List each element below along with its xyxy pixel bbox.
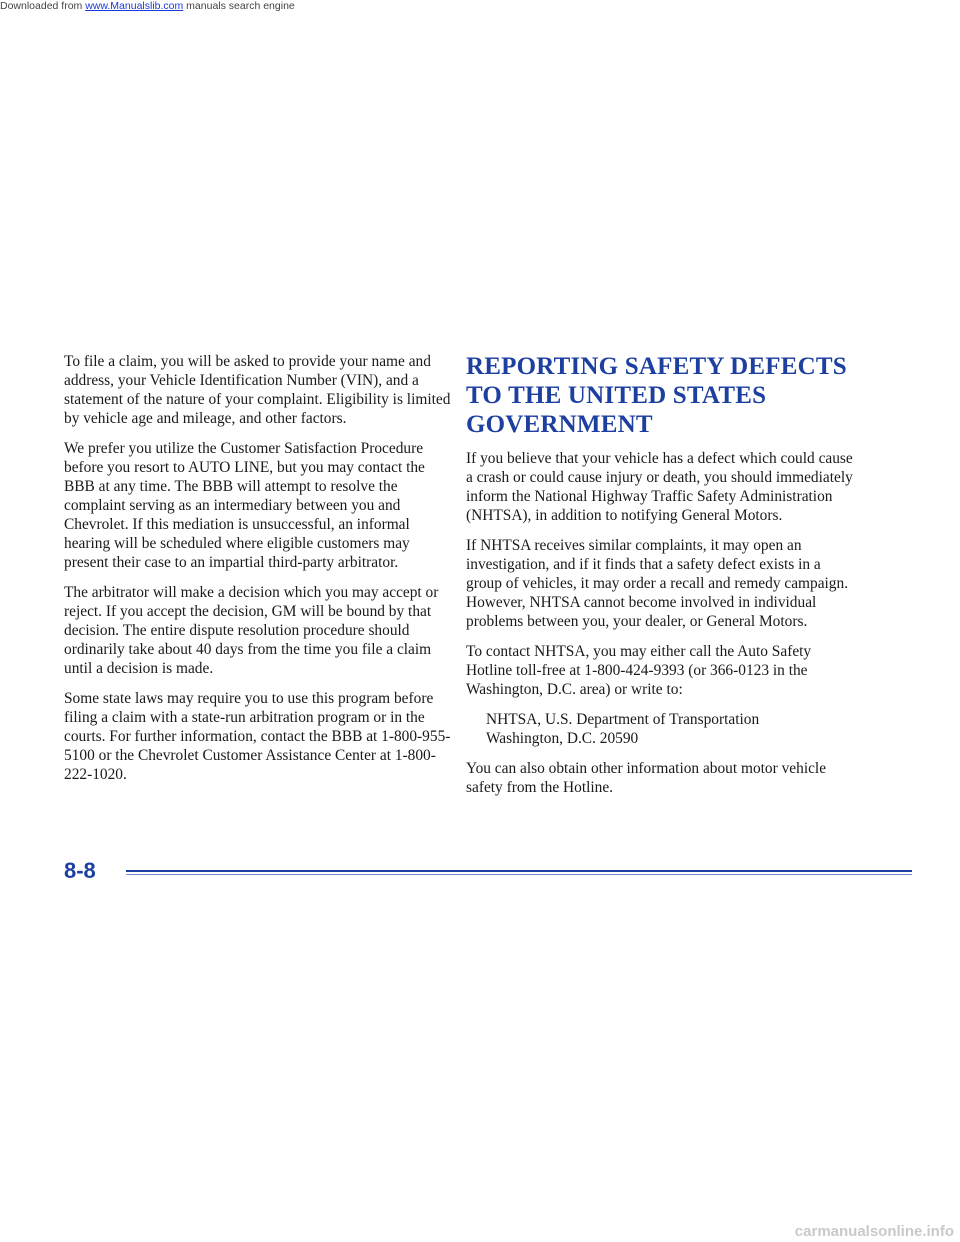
paragraph-customer-satisfaction: We prefer you utilize the Customer Satisfaction Procedure before you resort to AUTO LINE, but you may contact the BBB at any time. The BBB will attempt to resolve the complaint serving as an intermediary between you and Chevrolet. If this mediation is unsuccessful, an informal hearing will be scheduled where eligible customers may present their case to an impartial third-party arbitrator. (64, 440, 425, 571)
address-line-2: Washington, D.C. 20590 (486, 730, 639, 747)
page-footer (64, 858, 860, 888)
footer-rule-thin (126, 874, 912, 875)
site-watermark: carmanualsonline.info (794, 1223, 954, 1240)
paragraph-state-laws: Some state laws may require you to use this program before filing a claim with a state-run arbitration program or in the courts. For further information, contact the BBB at 1-800-955-5100 or the Chevrolet Customer Assistance Center at 1-800-222-1020. (64, 690, 451, 783)
manualslib-link[interactable]: www.Manualslib.com (85, 0, 184, 12)
watermark-suffix: manuals search engine (183, 0, 295, 12)
right-column (466, 352, 858, 808)
paragraph-believe-defect: If you believe that your vehicle has a defect which could cause a crash or could cause injury or death, you should immediately inform the National Highway Traffic Safety Administration (NHTSA), in addition to notifying General Motors. (466, 450, 853, 524)
download-watermark (0, 0, 295, 12)
paragraph-arbitrator-decision: The arbitrator will make a decision which you may accept or reject. If you accept the decision, GM will be bound by that decision. The entire dispute resolution procedure should ordinarily take about 40 days from the time you file a claim until a decision is made. (64, 584, 439, 677)
watermark-prefix: Downloaded from (0, 0, 86, 12)
page-number: 8-8 (64, 858, 96, 883)
paragraph-contact-nhtsa: To contact NHTSA, you may either call the Auto Safety Hotline toll-free at 1-800-424-9393 (or 366-0123 in the Washington, D.C. area) or write to: (466, 643, 812, 698)
address-line-1: NHTSA, U.S. Department of Transportation (486, 711, 760, 728)
footer-rule (126, 870, 912, 872)
paragraph-file-claim: To file a claim, you will be asked to provide your name and address, your Vehicle Identification Number (VIN), and a statement of the nature of your complaint. Eligibility is limited by vehicle age and mileage, and other factors. (64, 353, 451, 427)
nhtsa-address (486, 710, 858, 748)
paragraph-hotline-info: You can also obtain other information about motor vehicle safety from the Hotline. (466, 760, 827, 796)
left-column (64, 352, 456, 795)
paragraph-nhtsa-complaints: If NHTSA receives similar complaints, it may open an investigation, and if it finds that a safety defect exists in a group of vehicles, it may order a recall and remedy campaign. However, NHTSA cannot become involved in individual problems between you, your dealer, or General Motors. (466, 537, 849, 630)
section-heading: REPORTING SAFETY DEFECTS TO THE UNITED STATES GOVERNMENT (466, 353, 847, 438)
